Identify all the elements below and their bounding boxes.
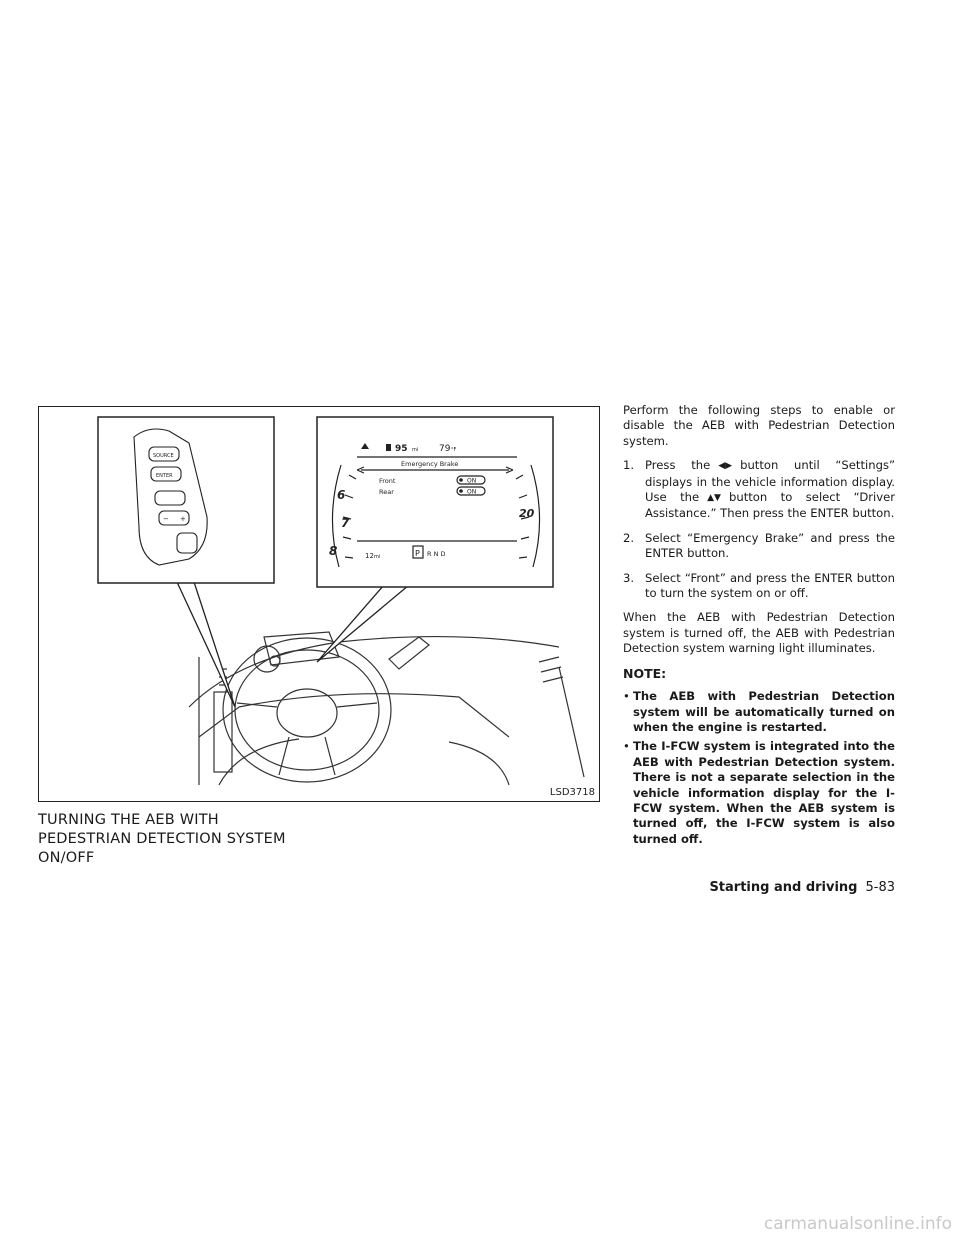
range-unit: mi [412,447,419,453]
step-2 [623,531,895,562]
step-number: 3. [623,570,635,585]
bullet-mark: • [623,689,630,704]
bullet-mark: • [623,739,630,754]
step-text: button until “Settings” displays in the vehicle information display. Use the [645,458,895,505]
vol-plus-label: + [180,515,186,523]
note-bullet-1 [623,689,895,735]
gear-p: P [415,549,420,558]
bullet-text: The I-FCW system is integrated into the AEB with Pedestrian Detection system. There is not a separate selection in the vehicle information display for the I-FCW system. When the AEB system is turned off, the I-FCW system is also turned off. [633,739,895,846]
page-footer [703,880,895,895]
section-title-line2: PEDESTRIAN DETECTION SYSTEM [38,831,286,847]
watermark: carmanualsonline.info [763,1214,952,1234]
note-bullet-2 [623,739,895,847]
cluster-callout-box [317,417,553,587]
temp-value: 79 [439,444,451,454]
gear-rnd: R N D [427,550,446,558]
step-text: Select “Emergency Brake” and press the ENTER button. [645,530,895,561]
figure-illustration [38,406,600,802]
fuel-icon [386,444,391,451]
step-text: Select “Front” and press the ENTER button to turn the system on or off. [645,570,895,601]
temp-unit: °F [451,447,457,453]
step-number: 2. [623,530,635,545]
menu-item-rear: Rear [379,488,394,496]
trip-value: 12 [365,552,374,560]
step-text: button to select “Driver Assistance.” Then press the ENTER button. [645,490,895,521]
note-heading: NOTE: [623,665,667,681]
vol-minus-label: − [163,515,169,523]
front-on-label: ON [467,477,477,485]
tach-7: 7 [341,516,350,530]
front-status-dot-icon [459,478,463,482]
tach-6: 6 [337,488,346,502]
tach-8: 8 [329,544,338,558]
section-title-line1: TURNING THE AEB WITH [38,812,219,828]
left-right-arrows-icon: ◀▶ [718,461,733,472]
page-number: 5-83 [865,880,895,895]
rear-on-label: ON [467,488,477,496]
figure-id: LSD3718 [549,787,595,798]
section-title-line3: ON/OFF [38,850,95,866]
dashboard-drawing [189,632,584,785]
range-value: 95 [395,444,408,454]
step-1 [623,458,895,522]
switch-callout-box [98,417,274,583]
step-text: Press the [645,458,711,473]
chapter-title: Starting and driving [709,880,858,895]
section-title [38,812,338,869]
warning-paragraph: When the AEB with Pedestrian Detection system is turned off, the AEB with Pedestrian Detection system warning light illuminates. [623,610,895,656]
menu-title: Emergency Brake [401,460,459,468]
intro-paragraph: Perform the following steps to enable or disable the AEB with Pedestrian Detection system. [623,403,895,448]
step-number: 1. [623,458,635,473]
body-column [623,403,895,851]
source-label: SOURCE [153,453,174,459]
menu-item-front: Front [379,477,396,485]
rear-status-dot-icon [459,489,463,493]
bullet-text: The AEB with Pedestrian Detection system will be automatically turned on when the engine is restarted. [633,689,895,734]
dashboard-illustration [39,407,600,802]
up-down-arrows-icon: ▲▼ [707,493,721,504]
speed-20: 20 [519,507,535,520]
trip-unit: mi [374,554,381,560]
enter-label: ENTER [156,473,173,479]
step-3 [623,571,895,602]
